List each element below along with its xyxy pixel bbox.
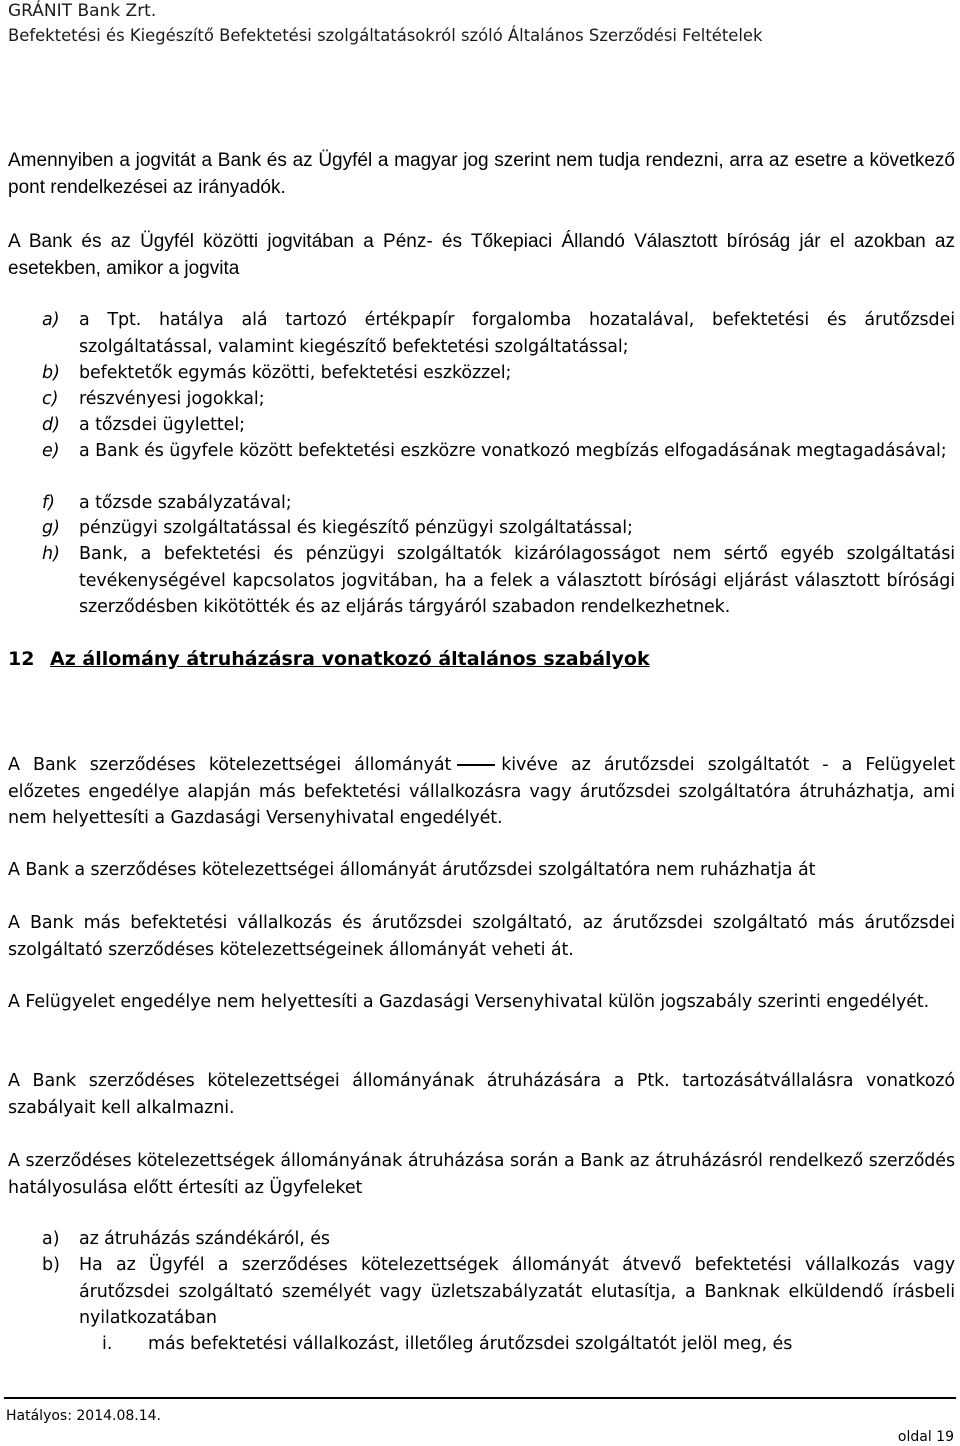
list-item: Bank, a befektetési és pénzügyi szolgáltatók kizárólagosságot nem sértő egyéb szolgáltatási tevékenységével kapcsolatos jogvitában, ha a felek a választott bírósági eljárást választott bírósági szerződésben kikötötték és az eljárás tárgyáról szabadon rendelkezhetnek. (79, 544, 955, 617)
paragraph-intro: Amennyiben a jogvitát a Bank és az Ügyfél a magyar jog szerint nem tudja rendezni, arra az esetre a következő pont rendelkezései az irányadók. (8, 150, 955, 198)
paragraph-no-transfer: A Bank a szerződéses kötelezettségei állományát árutőzsdei szolgáltatóra nem ruházhatja át (8, 860, 816, 880)
list-marker: h) (42, 544, 60, 564)
paragraph-civil-code: A Bank szerződéses kötelezettségei állományának átruházására a Ptk. tartozásátvállalásra vonatkozó szabályait kell alkalmazni. (8, 1071, 955, 1118)
list-item: a tőzsde szabályzatával; (79, 493, 292, 513)
page-number: oldal 19 (897, 1429, 954, 1445)
effective-date: Hatályos: 2014.08.14. (6, 1408, 161, 1424)
list-marker: a) (42, 1229, 60, 1249)
paragraph-transfer (8, 752, 955, 832)
document-title: Befektetési és Kiegészítő Befektetési szolgáltatásokról szóló Általános Szerződési Feltételek (8, 26, 763, 45)
company-name: GRÁNIT Bank Zrt. (8, 1, 157, 21)
sub-list-item: más befektetési vállalkozást, illetőleg árutőzsdei szolgáltatót jelöl meg, és (148, 1334, 793, 1354)
list-marker: c) (42, 389, 59, 409)
list-item: a Tpt. hatálya alá tartozó értékpapír forgalomba hozatalával, befektetési és árutőzsdei szolgáltatással, valamint kiegészítő befektetési szolgáltatással; (79, 310, 955, 357)
section-heading (8, 646, 650, 672)
section-title: Az állomány átruházásra vonatkozó általános szabályok (50, 648, 650, 670)
list-item: az átruházás szándékáról, és (79, 1229, 330, 1249)
em-dash (457, 764, 495, 766)
list-item: befektetők egymás közötti, befektetési eszközzel; (79, 363, 512, 383)
list-marker: f) (42, 493, 55, 513)
list-marker: a) (42, 310, 60, 330)
list-marker: d) (42, 415, 60, 435)
section-number: 12 (8, 648, 35, 670)
list-item: a Bank és ügyfele között befektetési eszközre vonatkozó megbízás elfogadásának megtagadásával; (79, 441, 947, 461)
list-marker: g) (42, 518, 60, 538)
paragraph-transfer-start: A Bank szerződéses kötelezettségei állományát (8, 755, 452, 775)
paragraph-authority: A Felügyelet engedélye nem helyettesíti a Gazdasági Versenyhivatal külön jogszabály szerinti engedélyét. (8, 992, 930, 1012)
list-marker: e) (42, 441, 60, 461)
list-item: részvényesi jogokkal; (79, 389, 265, 409)
list-marker: b) (42, 363, 60, 383)
list-item: a tőzsdei ügylettel; (79, 415, 245, 435)
paragraph-transfer-rest: kivéve az árutőzsdei szolgáltatót - a Felügyelet előzetes engedélye alapján más befektetési vállalkozásra vagy árutőzsdei szolgáltatóra átruházhatja, ami nem helyettesíti a Gazdasági Versenyhivatal engedélyét. (8, 755, 955, 828)
paragraph-takeover: A Bank más befektetési vállalkozás és árutőzsdei szolgáltató, az árutőzsdei szolgáltató más árutőzsdei szolgáltató szerződéses kötelezettségeinek állományát veheti át. (8, 913, 955, 960)
list-marker: b) (42, 1255, 60, 1275)
footer-divider (4, 1397, 956, 1399)
paragraph-arbitration: A Bank és az Ügyfél közötti jogvitában a Pénz- és Tőkepiaci Állandó Választott bíróság jár el azokban az esetekben, amikor a jogvita (8, 231, 955, 279)
list-item: pénzügyi szolgáltatással és kiegészítő pénzügyi szolgáltatással; (79, 518, 633, 538)
paragraph-notice: A szerződéses kötelezettségek állományának átruházása során a Bank az átruházásról rendelkező szerződés hatályosulása előtt értesíti az Ügyfeleket (8, 1151, 955, 1198)
sub-list-marker: i. (102, 1334, 113, 1354)
list-item: Ha az Ügyfél a szerződéses kötelezettségek állományát átvevő befektetési vállalkozás vagy árutőzsdei szolgáltató személyét vagy üzletszabályzatát elutasítja, a Banknak elküldendő írásbeli nyilatkozatában (79, 1255, 955, 1328)
